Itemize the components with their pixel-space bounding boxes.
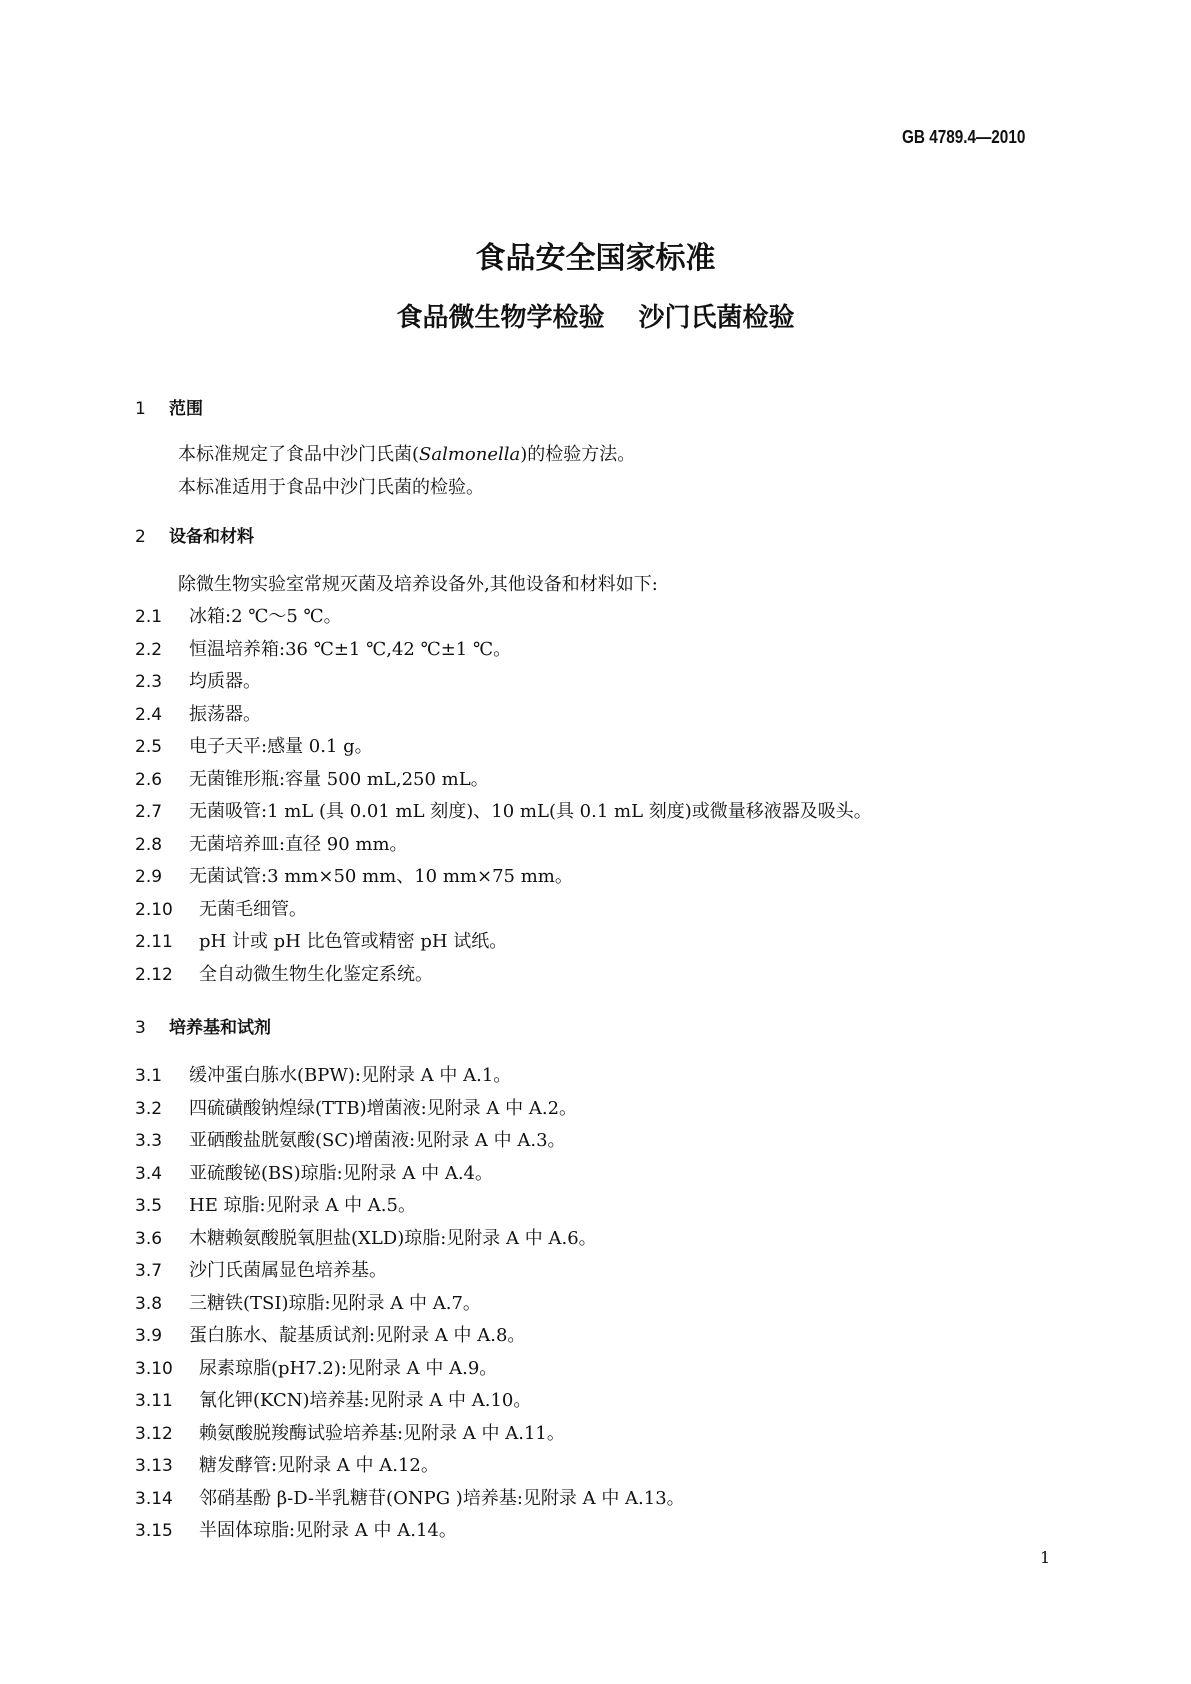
item-text: HE 琼脂:见附录 A 中 A.5。 <box>189 1195 416 1216</box>
list-item <box>135 602 342 628</box>
item-text: 尿素琼脂(pH7.2):见附录 A 中 A.9。 <box>199 1357 498 1379</box>
list-item <box>135 667 261 693</box>
list-item <box>135 1191 416 1217</box>
list-item <box>135 830 408 856</box>
scope-paragraph-1 <box>178 440 635 466</box>
item-number: 3.3 <box>135 1131 163 1151</box>
list-item <box>135 862 573 888</box>
item-text: 邻硝基酚 β-D-半乳糖苷(ONPG )培养基:见附录 A 中 A.13。 <box>199 1487 685 1509</box>
item-text: 四硫磺酸钠煌绿(TTB)增菌液:见附录 A 中 A.2。 <box>189 1097 578 1119</box>
item-text: 沙门氏菌属显色培养基。 <box>189 1260 387 1281</box>
item-number: 2.6 <box>135 769 163 790</box>
list-item <box>135 1289 481 1315</box>
item-number: 2.2 <box>135 639 163 660</box>
item-number: 3.9 <box>135 1326 163 1346</box>
item-text: 糖发酵管:见附录 A 中 A.12。 <box>199 1455 439 1476</box>
item-number: 2.4 <box>135 704 163 725</box>
italic-term: Salmonella <box>419 444 521 465</box>
list-item <box>135 765 489 791</box>
section-title: 设备和材料 <box>169 527 254 547</box>
list-item <box>135 1126 566 1152</box>
item-text: 无菌锥形瓶:容量 500 mL,250 mL。 <box>189 768 489 790</box>
item-number: 3.4 <box>135 1163 163 1184</box>
list-item <box>135 1484 685 1510</box>
list-item <box>135 1321 525 1347</box>
list-item <box>135 1451 439 1477</box>
list-item <box>135 1094 577 1120</box>
item-text: 无菌吸管:1 mL (具 0.01 mL 刻度)、10 mL(具 0.1 mL 刻度)或微量移液器及吸头。 <box>189 801 872 822</box>
list-item <box>135 700 261 726</box>
item-text: 亚硒酸盐胱氨酸(SC)增菌液:见附录 A 中 A.3。 <box>189 1130 566 1151</box>
item-text: 缓冲蛋白胨水(BPW):见附录 A 中 A.1。 <box>189 1065 512 1086</box>
item-number: 2.10 <box>135 899 173 920</box>
list-item <box>135 1516 457 1542</box>
page-number: 1 <box>1040 1548 1051 1567</box>
item-text: 无菌试管:3 mm×50 mm、10 mm×75 mm。 <box>189 866 573 887</box>
list-item <box>135 1224 597 1250</box>
item-number: 3.1 <box>135 1066 163 1086</box>
item-number: 2.7 <box>135 802 163 822</box>
item-number: 3.14 <box>135 1488 173 1509</box>
section-number: 2 <box>135 527 146 547</box>
text: 本标准规定了食品中沙门氏菌( <box>178 444 420 465</box>
item-text: 振荡器。 <box>189 703 261 725</box>
list-item <box>135 1159 493 1185</box>
list-item <box>135 635 511 661</box>
section-number: 1 <box>135 399 146 419</box>
item-number: 3.15 <box>135 1521 173 1541</box>
item-number: 2.5 <box>135 737 163 757</box>
item-text: 无菌培养皿:直径 90 mm。 <box>189 833 408 855</box>
section-number: 3 <box>135 1018 146 1038</box>
scope-paragraph-2: 本标准适用于食品中沙门氏菌的检验。 <box>178 477 484 498</box>
list-item <box>135 927 507 953</box>
item-number: 3.11 <box>135 1391 173 1411</box>
document-title: 食品安全国家标准 <box>475 241 716 276</box>
item-text: 均质器。 <box>189 671 261 692</box>
section-title: 范围 <box>169 399 203 419</box>
item-number: 2.11 <box>135 932 173 952</box>
list-item <box>135 1354 497 1380</box>
item-text: 氰化钾(KCN)培养基:见附录 A 中 A.10。 <box>199 1390 532 1411</box>
section-heading-scope <box>135 394 203 419</box>
item-number: 3.10 <box>135 1358 173 1379</box>
list-item <box>135 1256 387 1282</box>
item-number: 3.6 <box>135 1228 163 1249</box>
item-text: 三糖铁(TSI)琼脂:见附录 A 中 A.7。 <box>189 1292 481 1314</box>
list-item <box>135 1419 565 1445</box>
list-item <box>135 895 307 921</box>
subtitle-left: 食品微生物学检验 <box>396 303 605 333</box>
item-number: 3.8 <box>135 1293 163 1314</box>
item-text: 冰箱:2 ℃～5 ℃。 <box>189 606 342 627</box>
item-text: 赖氨酸脱羧酶试验培养基:见附录 A 中 A.11。 <box>199 1422 565 1444</box>
item-number: 3.12 <box>135 1423 173 1444</box>
item-text: 恒温培养箱:36 ℃±1 ℃,42 ℃±1 ℃。 <box>189 638 512 660</box>
item-number: 3.7 <box>135 1261 163 1281</box>
subtitle-right: 沙门氏菌检验 <box>638 303 795 333</box>
item-text: pH 计或 pH 比色管或精密 pH 试纸。 <box>199 931 508 952</box>
item-number: 2.1 <box>135 607 163 627</box>
list-item <box>135 1061 511 1087</box>
item-number: 2.3 <box>135 672 163 692</box>
list-item <box>135 797 872 823</box>
item-number: 2.9 <box>135 867 163 887</box>
item-text: 全自动微生物生化鉴定系统。 <box>199 963 433 985</box>
item-text: 亚硫酸铋(BS)琼脂:见附录 A 中 A.4。 <box>189 1162 494 1184</box>
document-subtitle <box>0 297 1191 334</box>
item-text: 木糖赖氨酸脱氧胆盐(XLD)琼脂:见附录 A 中 A.6。 <box>189 1227 597 1249</box>
item-text: 蛋白胨水、靛基质试剂:见附录 A 中 A.8。 <box>189 1325 526 1346</box>
list-item <box>135 960 433 986</box>
item-number: 3.2 <box>135 1098 163 1119</box>
text: )的检验方法。 <box>520 444 636 465</box>
item-number: 2.12 <box>135 964 173 985</box>
list-item <box>135 732 373 758</box>
section-heading-equipment <box>135 522 254 547</box>
item-number: 3.13 <box>135 1456 173 1476</box>
item-text: 电子天平:感量 0.1 g。 <box>189 736 373 757</box>
section-title: 培养基和试剂 <box>169 1018 271 1038</box>
item-text: 半固体琼脂:见附录 A 中 A.14。 <box>199 1520 457 1541</box>
item-text: 无菌毛细管。 <box>199 898 307 920</box>
item-number: 3.5 <box>135 1196 163 1216</box>
section-heading-media <box>135 1013 271 1038</box>
equipment-intro: 除微生物实验室常规灭菌及培养设备外,其他设备和材料如下: <box>178 574 658 595</box>
list-item <box>135 1386 531 1412</box>
item-number: 2.8 <box>135 834 163 855</box>
standard-code: GB 4789.4—2010 <box>902 127 1026 147</box>
